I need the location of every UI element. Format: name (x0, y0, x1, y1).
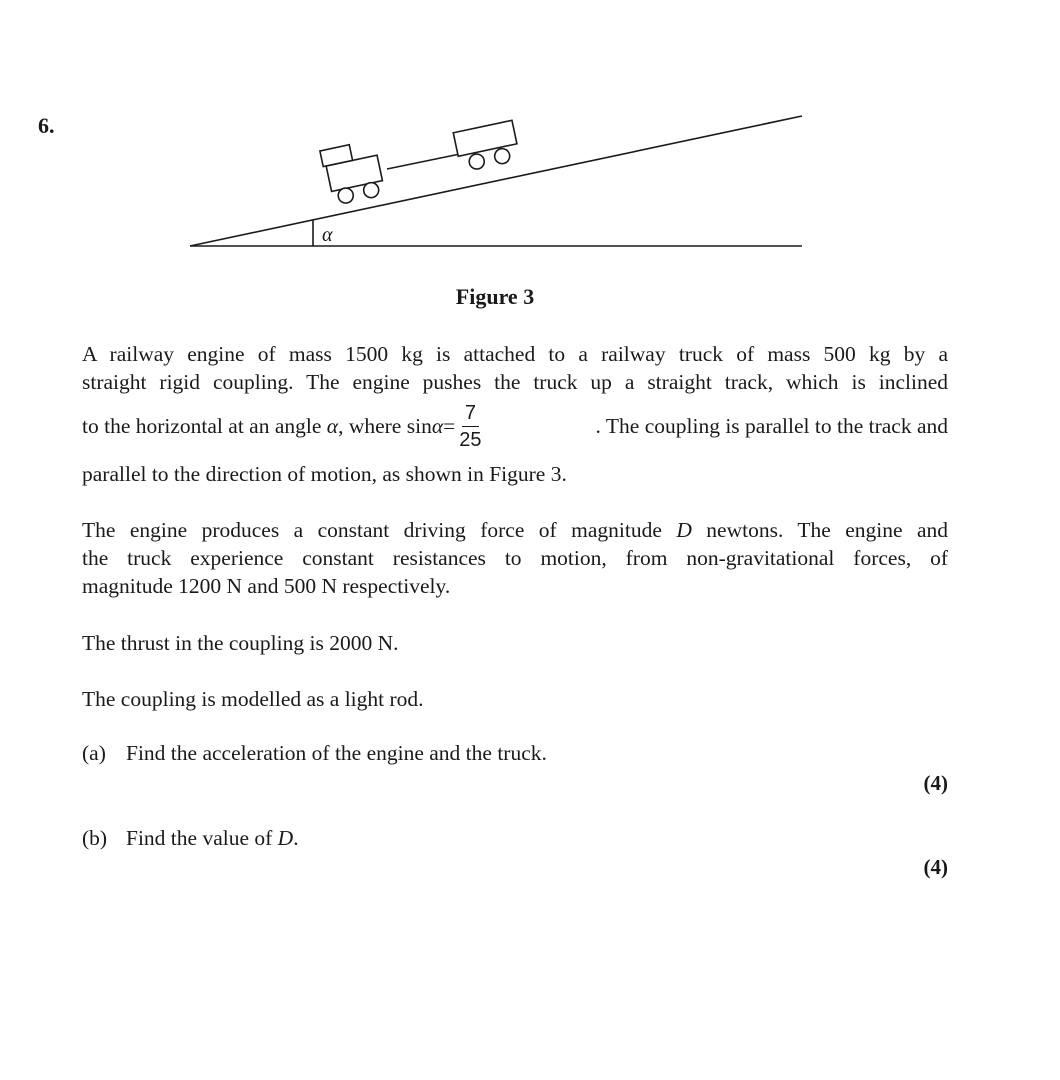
p2-line-1-var: D (676, 518, 692, 542)
paragraph-1-bottom (82, 460, 948, 488)
part-b-end: . (293, 826, 299, 850)
paragraph-1-fraction-line (82, 398, 948, 454)
part-b-label: (b) (82, 826, 108, 850)
p1-line-3-where: , where sin (338, 413, 432, 438)
p1-line-3-left (82, 402, 486, 451)
angle-label: α (322, 224, 333, 246)
part-a-text: Find the acceleration of the engine and the truck. (126, 741, 547, 765)
part-b-text: Find the value of (126, 826, 273, 850)
truck (453, 120, 520, 172)
part-b (82, 826, 299, 851)
part-b-marks: (4) (923, 855, 948, 879)
p2-line-2: the truck experience constant resistances to motion, from non-gravitational forces, of (82, 546, 948, 570)
p1-line-3-before: to the horizontal at an angle (82, 413, 322, 438)
figure-caption: Figure 3 (455, 284, 535, 309)
p1-line-2: straight rigid coupling. The engine pushes the truck up a straight track, which is inclined (82, 370, 948, 394)
paragraph-3 (82, 629, 948, 657)
part-a-marks: (4) (923, 771, 948, 795)
fraction-denominator: 25 (459, 428, 482, 451)
p2-line-3: magnitude 1200 N and 500 N respectively. (82, 574, 451, 598)
truck-wheel-rear (468, 153, 486, 171)
p1-line-1: A railway engine of mass 1500 kg is attached to a railway truck of mass 500 kg by a (82, 342, 948, 366)
p2-line-1-b: newtons. The engine and (706, 518, 949, 542)
p3-text: The thrust in the coupling is 2000 N. (82, 631, 399, 655)
p1-line-3-var-2: α (431, 413, 444, 438)
p1-line-3-var: α (326, 413, 339, 438)
incline-diagram (0, 0, 1060, 280)
p1-line-4: parallel to the direction of motion, as shown in Figure 3. (82, 462, 567, 486)
sin-fraction (459, 402, 481, 451)
fraction-numerator: 7 (462, 402, 479, 427)
question-number: 6. (38, 113, 55, 138)
p4-text: The coupling is modelled as a light rod. (82, 687, 424, 711)
paragraph-2 (82, 516, 948, 600)
p1-line-3-eq: = (443, 413, 456, 438)
part-a (82, 741, 547, 766)
part-a-label: (a) (82, 741, 106, 765)
truck-wheel-front (493, 147, 511, 165)
p1-line-3-after: . The coupling is parallel to the track and (595, 413, 948, 438)
paragraph-1-top (82, 340, 948, 396)
paragraph-4 (82, 685, 948, 713)
p2-line-1 (82, 516, 948, 544)
coupling-rod (387, 154, 460, 169)
p2-line-1-a: The engine produces a constant driving force of magnitude (82, 518, 662, 542)
part-b-var: D (277, 826, 294, 850)
engine (320, 140, 386, 207)
